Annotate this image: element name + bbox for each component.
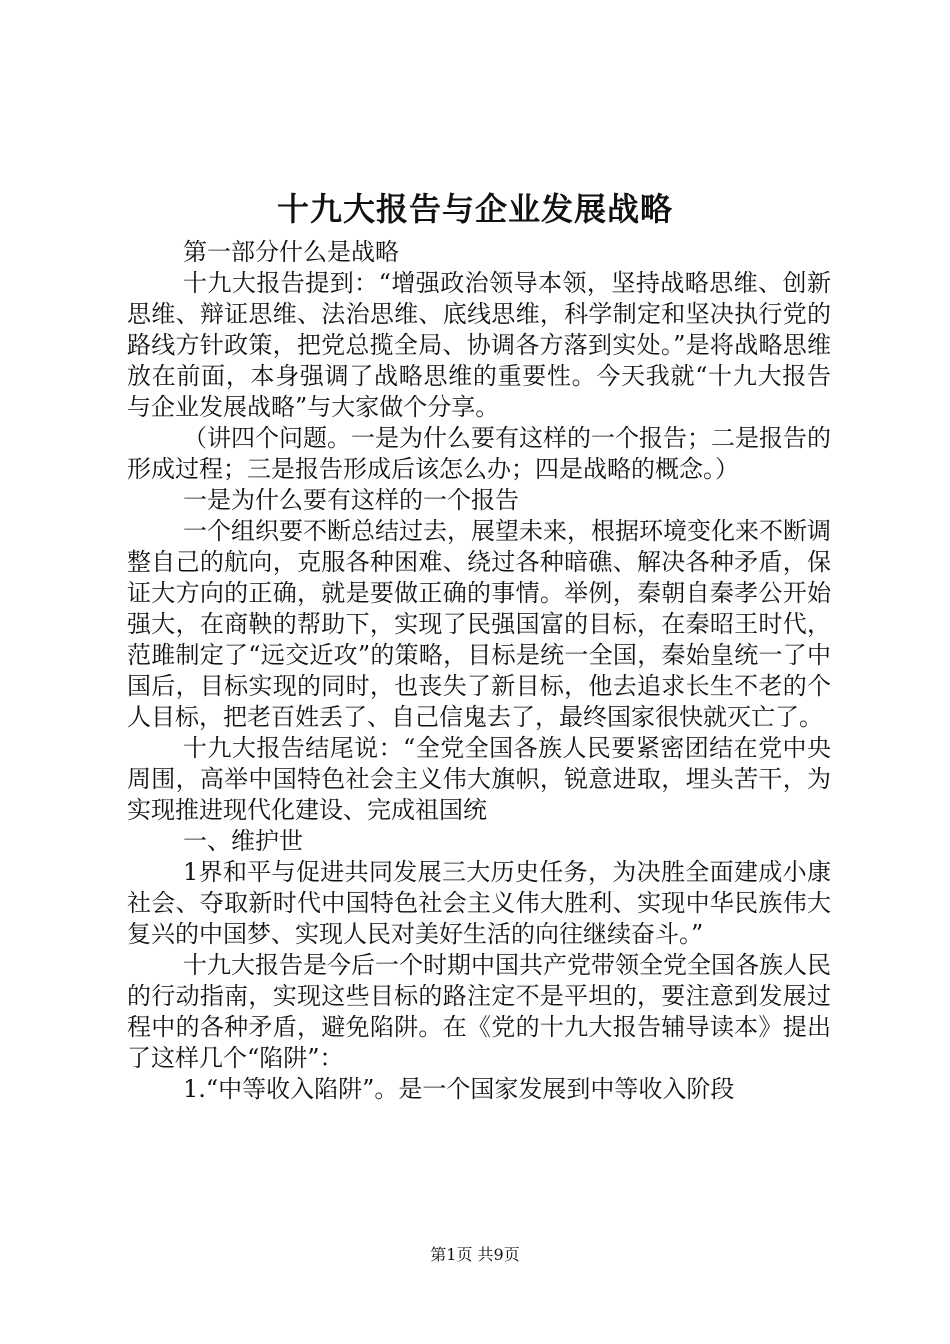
document-body <box>127 237 831 1105</box>
paragraph: （讲四个问题。一是为什么要有这样的一个报告；二是报告的形成过程；三是报告形成后该怎么办；四是战略的概念。） <box>127 424 831 483</box>
paragraph: 第一部分什么是战略 <box>183 238 399 266</box>
page-number-footer: 第1页 共9页 <box>430 1245 520 1264</box>
paragraph: 一个组织要不断总结过去，展望未来，根据环境变化来不断调整自己的航向，克服各种困难、绕过各种暗礁、解决各种矛盾，保证大方向的正确，就是要做正确的事情。举例，秦朝自秦孝公开始强大，在商鞅的帮助下，实现了民强国富的目标，在秦昭王时代，范雎制定了“远交近攻”的策略，目标是统一全国，秦始皇统一了中国后，目标实现的同时，也丧失了新目标，他去追求长生不老的个人目标，把老百姓丢了、自己信鬼去了，最终国家很快就灭亡了。 <box>127 517 831 731</box>
paragraph: 1界和平与促进共同发展三大历史任务，为决胜全面建成小康社会、夺取新时代中国特色社会主义伟大胜利、实现中华民族伟大复兴的中国梦、实现人民对美好生活的向往继续奋斗。” <box>127 858 831 948</box>
paragraph: 十九大报告结尾说：“全党全国各族人民要紧密团结在党中央周围，高举中国特色社会主义伟大旗帜，锐意进取，埋头苦干，为实现推进现代化建设、完成祖国统 <box>127 734 831 824</box>
paragraph: 1.“中等收入陷阱”。是一个国家发展到中等收入阶段 <box>183 1075 735 1103</box>
paragraph: 一、维护世 <box>183 827 303 855</box>
paragraph: 一是为什么要有这样的一个报告 <box>183 486 519 514</box>
document-title: 十九大报告与企业发展战略 <box>276 190 673 228</box>
paragraph: 十九大报告提到：“增强政治领导本领，坚持战略思维、创新思维、辩证思维、法治思维、底线思维，科学制定和坚决执行党的路线方针政策，把党总揽全局、协调各方落到实处。”是将战略思维放在前面，本身强调了战略思维的重要性。今天我就“十九大报告与企业发展战略”与大家做个分享。 <box>127 269 831 421</box>
paragraph: 十九大报告是今后一个时期中国共产党带领全党全国各族人民的行动指南，实现这些目标的路注定不是平坦的，要注意到发展过程中的各种矛盾，避免陷阱。在《党的十九大报告辅导读本》提出了这样几个“陷阱”： <box>127 951 831 1072</box>
